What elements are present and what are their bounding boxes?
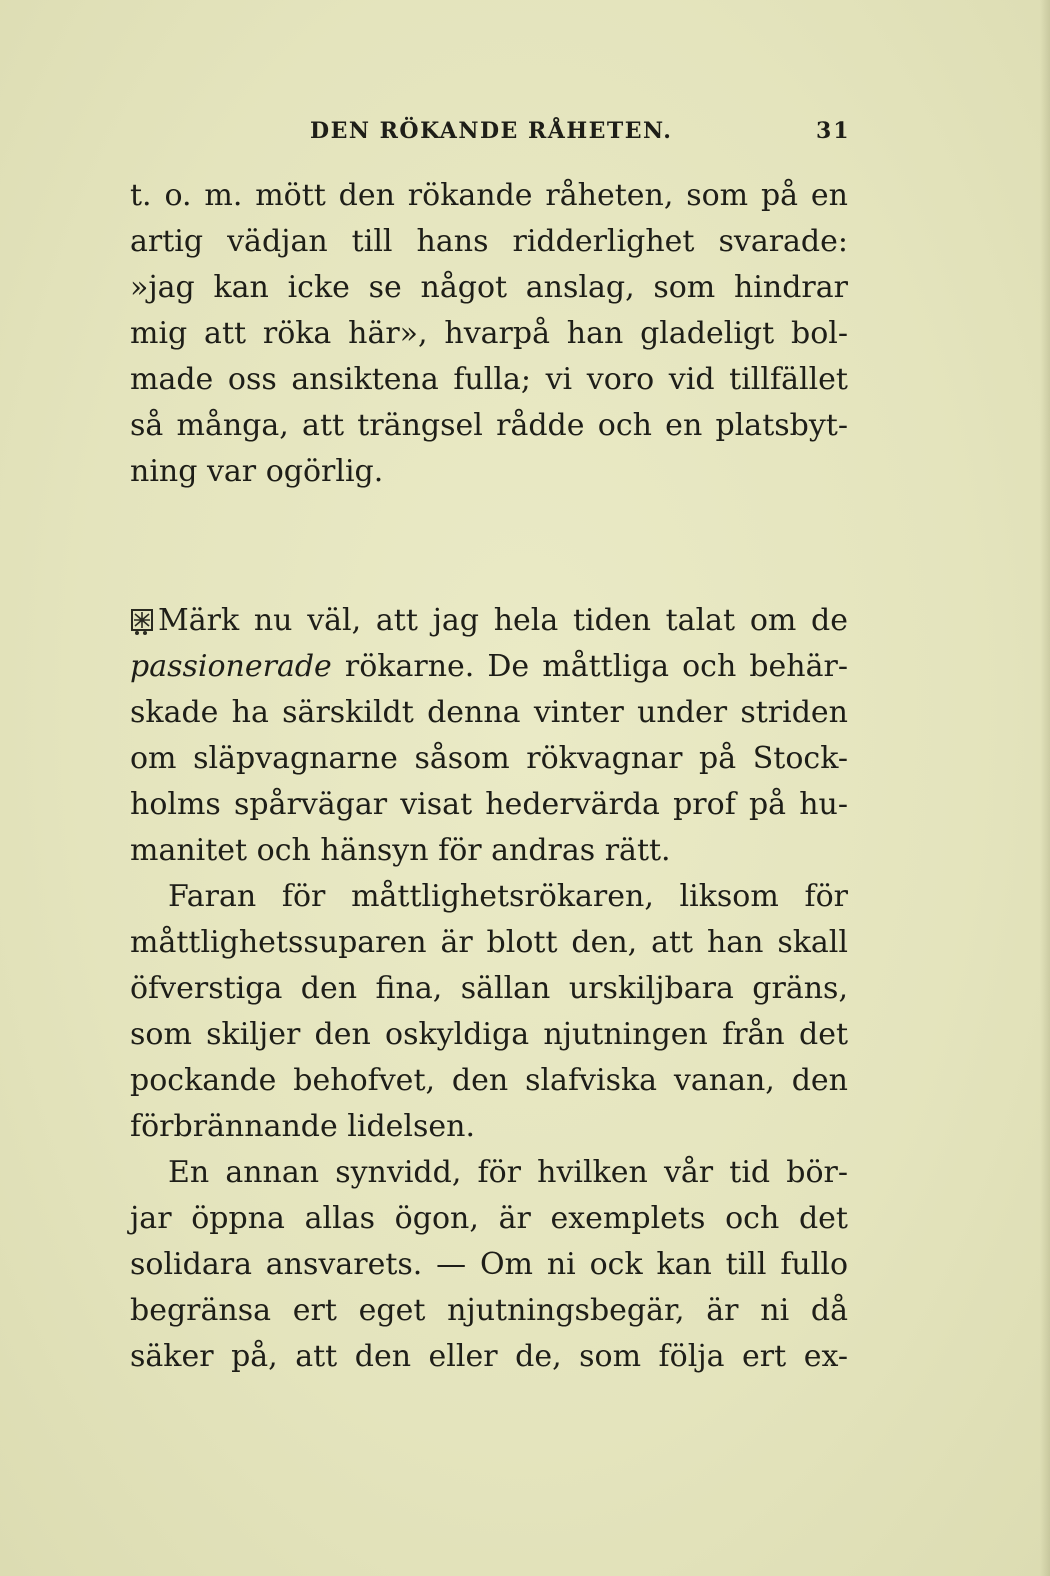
- text-line: t. o. m. mött den rökande råheten, som på en: [130, 178, 848, 213]
- text-line: om släpvagnarne såsom rökvagnar på Stock-: [130, 741, 848, 776]
- paragraph-2-first-line: [130, 598, 848, 644]
- text-line: som skiljer den oskyldiga njutningen från det: [130, 1017, 848, 1052]
- text-line: så många, att trängsel rådde och en platsbyt-: [130, 408, 848, 443]
- text-line: måttlighetssuparen är blott den, att han skall: [130, 925, 848, 960]
- text-line: förbrännande lidelsen.: [130, 1109, 476, 1144]
- text-line: manitet och hänsyn för andras rätt.: [130, 833, 671, 868]
- paragraph-1: [130, 173, 848, 495]
- paragraph-2-second-line: [130, 644, 848, 690]
- text-line: Faran för måttlighetsrökaren, liksom för: [168, 879, 848, 914]
- text-line: begränsa ert eget njutningsbegär, är ni då: [130, 1293, 848, 1328]
- printers-ornament-icon: [130, 606, 156, 636]
- text-line: »jag kan icke se något anslag, som hindrar: [130, 270, 848, 305]
- text-line: holms spårvägar visat hedervärda prof på hu-: [130, 787, 848, 822]
- paragraphs-2-4: [130, 598, 848, 1380]
- text-line: made oss ansiktena fulla; vi voro vid tillfället: [130, 362, 848, 397]
- paragraph-2-line-2: rökarne. De måttliga och behär-: [331, 649, 848, 684]
- text-line: En annan synvidd, för hvilken vår tid bör-: [168, 1155, 848, 1190]
- text-line: artig vädjan till hans ridderlighet svarade:: [130, 224, 848, 259]
- page-edge-shadow: [1040, 0, 1050, 1576]
- text-line: öfverstiga den fina, sällan urskiljbara gräns,: [130, 971, 848, 1006]
- page-number: 31: [816, 118, 851, 144]
- paragraph-2-line-1: Märk nu väl, att jag hela tiden talat om de: [158, 603, 848, 638]
- text-line: mig att röka här», hvarpå han gladeligt bol-: [130, 316, 848, 351]
- text-line: skade ha särskildt denna vinter under striden: [130, 695, 848, 730]
- text-line: solidara ansvarets. — Om ni ock kan till fullo: [130, 1247, 848, 1282]
- text-line: pockande behofvet, den slafviska vanan, den: [130, 1063, 848, 1098]
- text-line: säker på, att den eller de, som följa ert ex-: [130, 1339, 848, 1374]
- text-line: ning var ogörlig.: [130, 454, 384, 489]
- text-line: jar öppna allas ögon, är exemplets och det: [130, 1201, 848, 1236]
- emphasis-passionerade: passionerade: [130, 649, 332, 684]
- running-head-title: DEN RÖKANDE RÅHETEN.: [310, 118, 673, 144]
